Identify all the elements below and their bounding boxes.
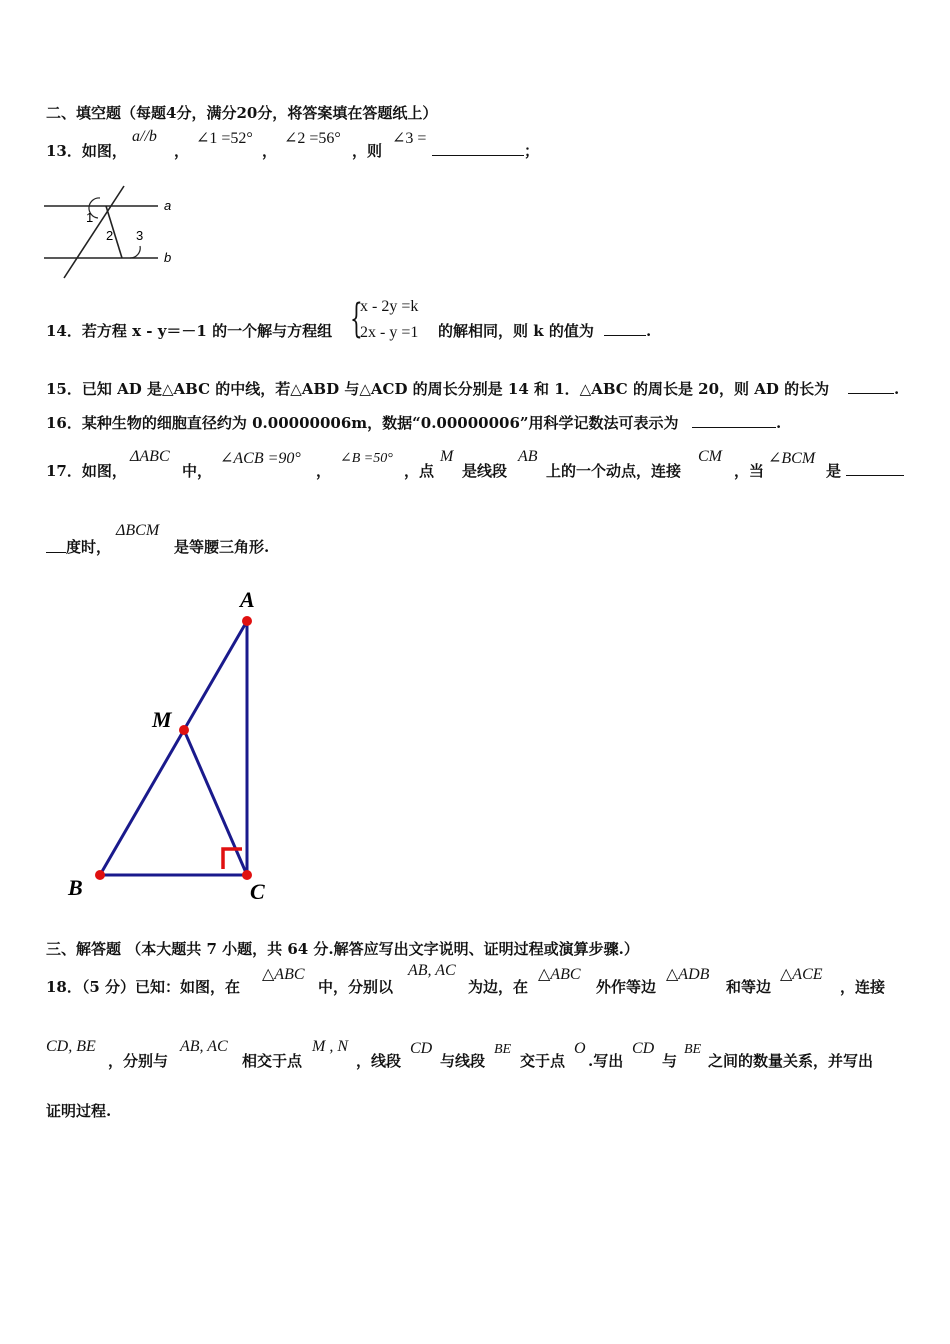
section-3-title: 三、解答题 （本大题共 7 小题，共 64 分.解答应写出文字说明、证明过程或演算步骤.） bbox=[46, 940, 639, 958]
q18-line3: 证明过程. bbox=[46, 1102, 112, 1120]
angle-2-label: 2 bbox=[106, 228, 114, 243]
q18-segment-cd-2: CD bbox=[632, 1040, 655, 1057]
label-b: B bbox=[68, 875, 83, 900]
q18-text: 相交于点 bbox=[242, 1052, 303, 1070]
question-13-label: 13．如图， bbox=[46, 142, 127, 160]
q18-text: 中，分别以 bbox=[318, 978, 394, 996]
brace-icon: { bbox=[350, 296, 363, 342]
q18-segments-cd-be: CD, BE bbox=[46, 1038, 96, 1055]
segment-ba bbox=[100, 621, 247, 875]
line-a-label: a bbox=[164, 198, 172, 213]
q17-text: ， bbox=[316, 462, 332, 480]
q18-triangle-ace: △ACE bbox=[780, 966, 823, 983]
q13-then: ，则 bbox=[352, 142, 383, 160]
q18-text: 之间的数量关系，并写出 bbox=[708, 1052, 874, 1070]
q17-triangle-bcm: ΔBCM bbox=[116, 522, 160, 539]
angle-3-label: 3 bbox=[136, 228, 144, 243]
section-2-title: 二、填空题（每题4分，满分20分，将答案填在答题纸上） bbox=[46, 104, 438, 122]
q18-triangle-adb: △ADB bbox=[666, 966, 710, 983]
q13-separator: ， bbox=[262, 142, 278, 160]
q13-parallel-lines-figure bbox=[40, 180, 190, 280]
q17-text: 上的一个动点，连接 bbox=[546, 462, 682, 480]
q17-answer-blank-cont bbox=[46, 552, 66, 553]
q18-sides-ab-ac-2: AB, AC bbox=[180, 1038, 228, 1055]
q14-equation-2: 2x - y =1 bbox=[360, 324, 419, 341]
q18-triangle-abc-2: △ABC bbox=[538, 966, 581, 983]
q18-triangle-abc: △ABC bbox=[262, 966, 305, 983]
q18-segment-be: BE bbox=[494, 1042, 512, 1057]
q18-text: .写出 bbox=[588, 1052, 624, 1070]
q18-point-o: O bbox=[574, 1040, 586, 1057]
point-m bbox=[179, 725, 189, 735]
q13-parallel-condition: a//b bbox=[132, 128, 157, 145]
question-14-label: 14．若方程 x - y＝－1 的一个解与方程组 bbox=[46, 322, 333, 340]
q13-angle2-condition: ∠2 =56° bbox=[284, 130, 341, 147]
q17-text: 是线段 bbox=[462, 462, 508, 480]
q16-answer-blank[interactable] bbox=[692, 427, 776, 428]
q17-text: ，当 bbox=[734, 462, 765, 480]
label-a: A bbox=[240, 587, 255, 612]
q13-question: ∠3 = bbox=[392, 130, 427, 147]
q13-angle1-condition: ∠1 =52° bbox=[196, 130, 253, 147]
q17-text: ，点 bbox=[404, 462, 435, 480]
q13-end: ； bbox=[524, 142, 540, 160]
angle-1-label: 1 bbox=[86, 210, 94, 225]
question-18-label: 18．（5 分）已知：如图，在 bbox=[46, 978, 241, 996]
q17-segment-ab: AB bbox=[518, 448, 538, 465]
question-15-text: 15．已知 AD 是△ABC 的中线，若△ABD 与△ACD 的周长分别是 14 和 1．△ABC 的周长是 20，则 AD 的长为 bbox=[46, 380, 830, 398]
label-m: M bbox=[152, 707, 172, 732]
q16-end: . bbox=[776, 414, 782, 432]
q14-end: . bbox=[646, 322, 652, 340]
point-a bbox=[242, 616, 252, 626]
q17-segment-cm: CM bbox=[698, 448, 722, 465]
q15-answer-blank[interactable] bbox=[848, 393, 894, 394]
q13-separator: ， bbox=[174, 142, 190, 160]
q18-text: ，线段 bbox=[356, 1052, 402, 1070]
q18-sides-ab-ac: AB, AC bbox=[408, 962, 456, 979]
q18-text: 与线段 bbox=[440, 1052, 486, 1070]
q13-answer-blank[interactable] bbox=[432, 155, 524, 156]
q17-triangle-figure bbox=[60, 585, 300, 910]
q14-text-after: 的解相同，则 k 的值为 bbox=[438, 322, 594, 340]
question-17-label: 17．如图， bbox=[46, 462, 127, 480]
q17-angle-bcm: ∠BCM bbox=[768, 450, 816, 467]
q14-equation-system bbox=[350, 296, 440, 344]
q17-line2-text: 是等腰三角形. bbox=[174, 538, 270, 556]
question-16-text: 16．某种生物的细胞直径约为 0.00000006m，数据“0.00000006”用科学记数法可表示为 bbox=[46, 414, 679, 432]
q18-text: 外作等边 bbox=[596, 978, 657, 996]
q17-text: 是 bbox=[826, 462, 842, 480]
q18-segment-be-2: BE bbox=[684, 1042, 702, 1057]
q17-answer-blank[interactable] bbox=[846, 475, 904, 476]
q18-segment-cd: CD bbox=[410, 1040, 433, 1057]
q18-text: ，分别与 bbox=[108, 1052, 169, 1070]
angle-3-arc bbox=[130, 246, 140, 258]
q17-triangle-abc: ΔABC bbox=[130, 448, 170, 465]
label-c: C bbox=[250, 879, 265, 904]
q14-answer-blank[interactable] bbox=[604, 335, 646, 336]
q18-points-m-n: M , N bbox=[312, 1038, 348, 1055]
point-b bbox=[95, 870, 105, 880]
q17-angle-b: ∠B =50° bbox=[340, 451, 393, 466]
q17-point-m: M bbox=[440, 448, 454, 465]
q18-text: ，连接 bbox=[840, 978, 886, 996]
q18-text: 和等边 bbox=[726, 978, 772, 996]
q14-equation-1: x - 2y =k bbox=[360, 298, 419, 315]
q17-line2-text: 度时， bbox=[66, 538, 112, 556]
q17-text: 中， bbox=[182, 462, 213, 480]
line-b-label: b bbox=[164, 250, 172, 265]
q18-text: 与 bbox=[662, 1052, 678, 1070]
q15-end: . bbox=[894, 380, 900, 398]
q17-angle-acb: ∠ACB =90° bbox=[220, 450, 301, 467]
q18-text: 交于点 bbox=[520, 1052, 566, 1070]
q18-text: 为边，在 bbox=[468, 978, 529, 996]
segment-mc bbox=[184, 730, 247, 875]
